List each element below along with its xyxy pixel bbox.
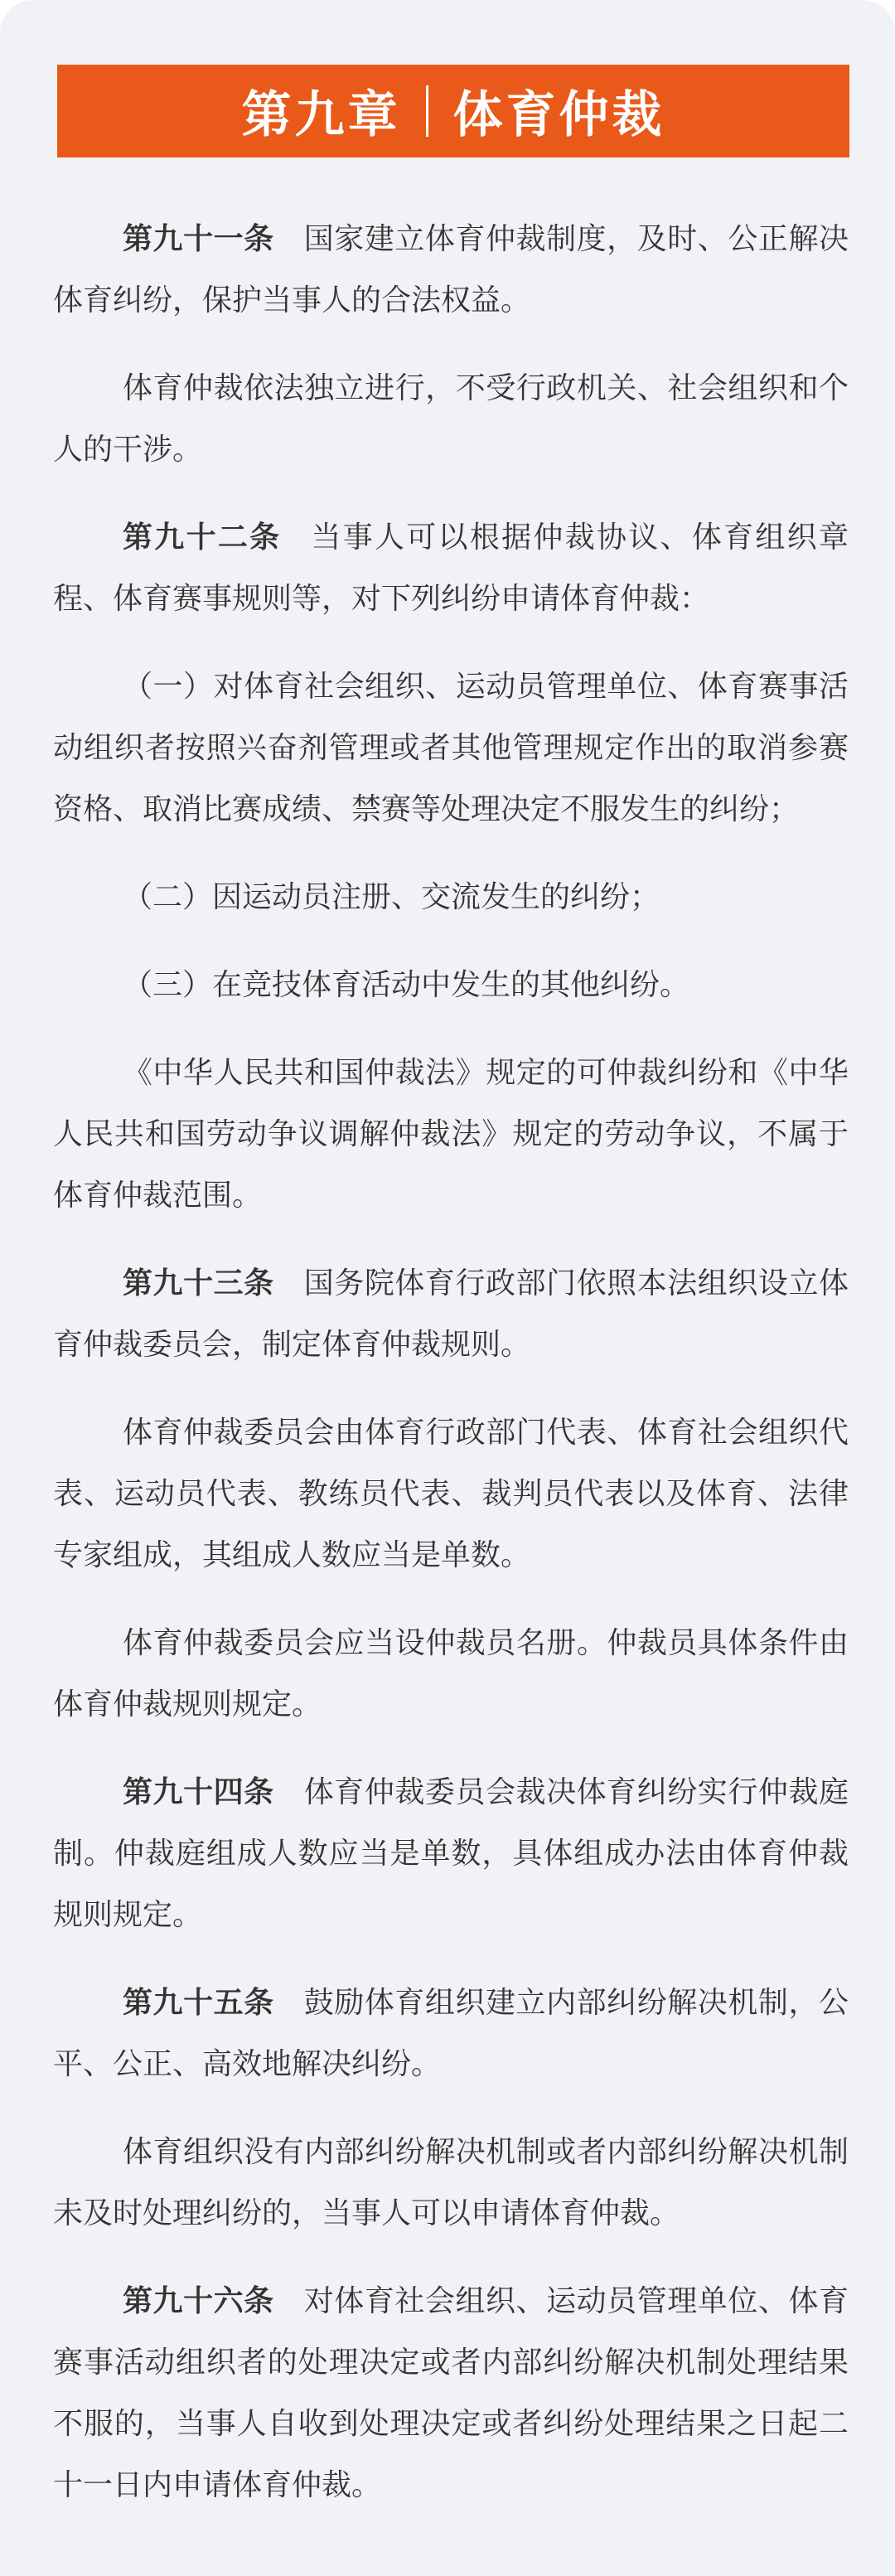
- article-number: 第九十三条: [123, 1266, 274, 1300]
- law-paragraph: [53, 1043, 849, 1227]
- article-number: 第九十四条: [123, 1775, 274, 1809]
- article-number: 第九十二条: [123, 521, 282, 554]
- law-paragraph: [53, 1613, 849, 1736]
- law-paragraph: [53, 358, 849, 481]
- law-paragraph: [53, 867, 849, 928]
- law-paragraph: [53, 656, 849, 840]
- paragraph-text: 体育仲裁委员会由体育行政部门代表、体育社会组织代表、运动员代表、教练员代表、裁判员代表以及体育、法律专家组成，其组成人数应当是单数。: [53, 1416, 849, 1572]
- law-paragraph: [53, 1762, 849, 1946]
- paragraph-text: 体育组织没有内部纠纷解决机制或者内部纠纷解决机制未及时处理纠纷的，当事人可以申请体育仲裁。: [53, 2135, 849, 2230]
- law-text: [53, 209, 849, 2543]
- paragraph-text: （一）对体育社会组织、运动员管理单位、体育赛事活动组织者按照兴奋剂管理或者其他管理规定作出的取消参赛资格、取消比赛成绩、禁赛等处理决定不服发生的纠纷；: [53, 670, 849, 826]
- law-paragraph: [53, 1973, 849, 2095]
- chapter-divider: [426, 85, 428, 137]
- chapter-banner: [57, 65, 849, 157]
- law-paragraph: [53, 507, 849, 630]
- article-number: 第九十五条: [123, 1986, 274, 2020]
- chapter-title: 体育仲裁: [452, 86, 665, 144]
- law-paragraph: [53, 1253, 849, 1376]
- article-number: 第九十六条: [123, 2284, 274, 2318]
- paragraph-text: 鼓励体育组织建立内部纠纷解决机制，公平、公正、高效地解决纠纷。: [53, 1986, 849, 2081]
- paragraph-text: （二）因运动员注册、交流发生的纠纷；: [123, 880, 660, 914]
- paragraph-text: 当事人可以根据仲裁协议、体育组织章程、体育赛事规则等，对下列纠纷申请体育仲裁：: [53, 521, 849, 616]
- chapter-number: 第九章: [241, 86, 401, 144]
- paragraph-text: 国务院体育行政部门依照本法组织设立体育仲裁委员会，制定体育仲裁规则。: [53, 1266, 849, 1362]
- paragraph-text: 体育仲裁依法独立进行，不受行政机关、社会组织和个人的干涉。: [53, 371, 849, 467]
- law-paragraph: [53, 2271, 849, 2516]
- law-paragraph: [53, 209, 849, 332]
- law-paragraph: [53, 955, 849, 1016]
- paragraph-text: 对体育社会组织、运动员管理单位、体育赛事活动组织者的处理决定或者内部纠纷解决机制处理结果不服的，当事人自收到处理决定或者纠纷处理结果之日起二十一日内申请体育仲裁。: [53, 2284, 849, 2502]
- paragraph-text: （三）在竞技体育活动中发生的其他纠纷。: [123, 968, 690, 1002]
- law-paragraph: [53, 1402, 849, 1586]
- law-paragraph: [53, 2122, 849, 2244]
- paragraph-text: 体育仲裁委员会应当设仲裁员名册。仲裁员具体条件由体育仲裁规则规定。: [53, 1626, 849, 1721]
- article-number: 第九十一条: [123, 222, 274, 256]
- paragraph-text: 《中华人民共和国仲裁法》规定的可仲裁纠纷和《中华人民共和国劳动争议调解仲裁法》规定的劳动争议，不属于体育仲裁范围。: [53, 1056, 849, 1213]
- paragraph-text: 国家建立体育仲裁制度，及时、公正解决体育纠纷，保护当事人的合法权益。: [53, 222, 849, 317]
- paragraph-text: 体育仲裁委员会裁决体育纠纷实行仲裁庭制。仲裁庭组成人数应当是单数，具体组成办法由体育仲裁规则规定。: [53, 1775, 849, 1932]
